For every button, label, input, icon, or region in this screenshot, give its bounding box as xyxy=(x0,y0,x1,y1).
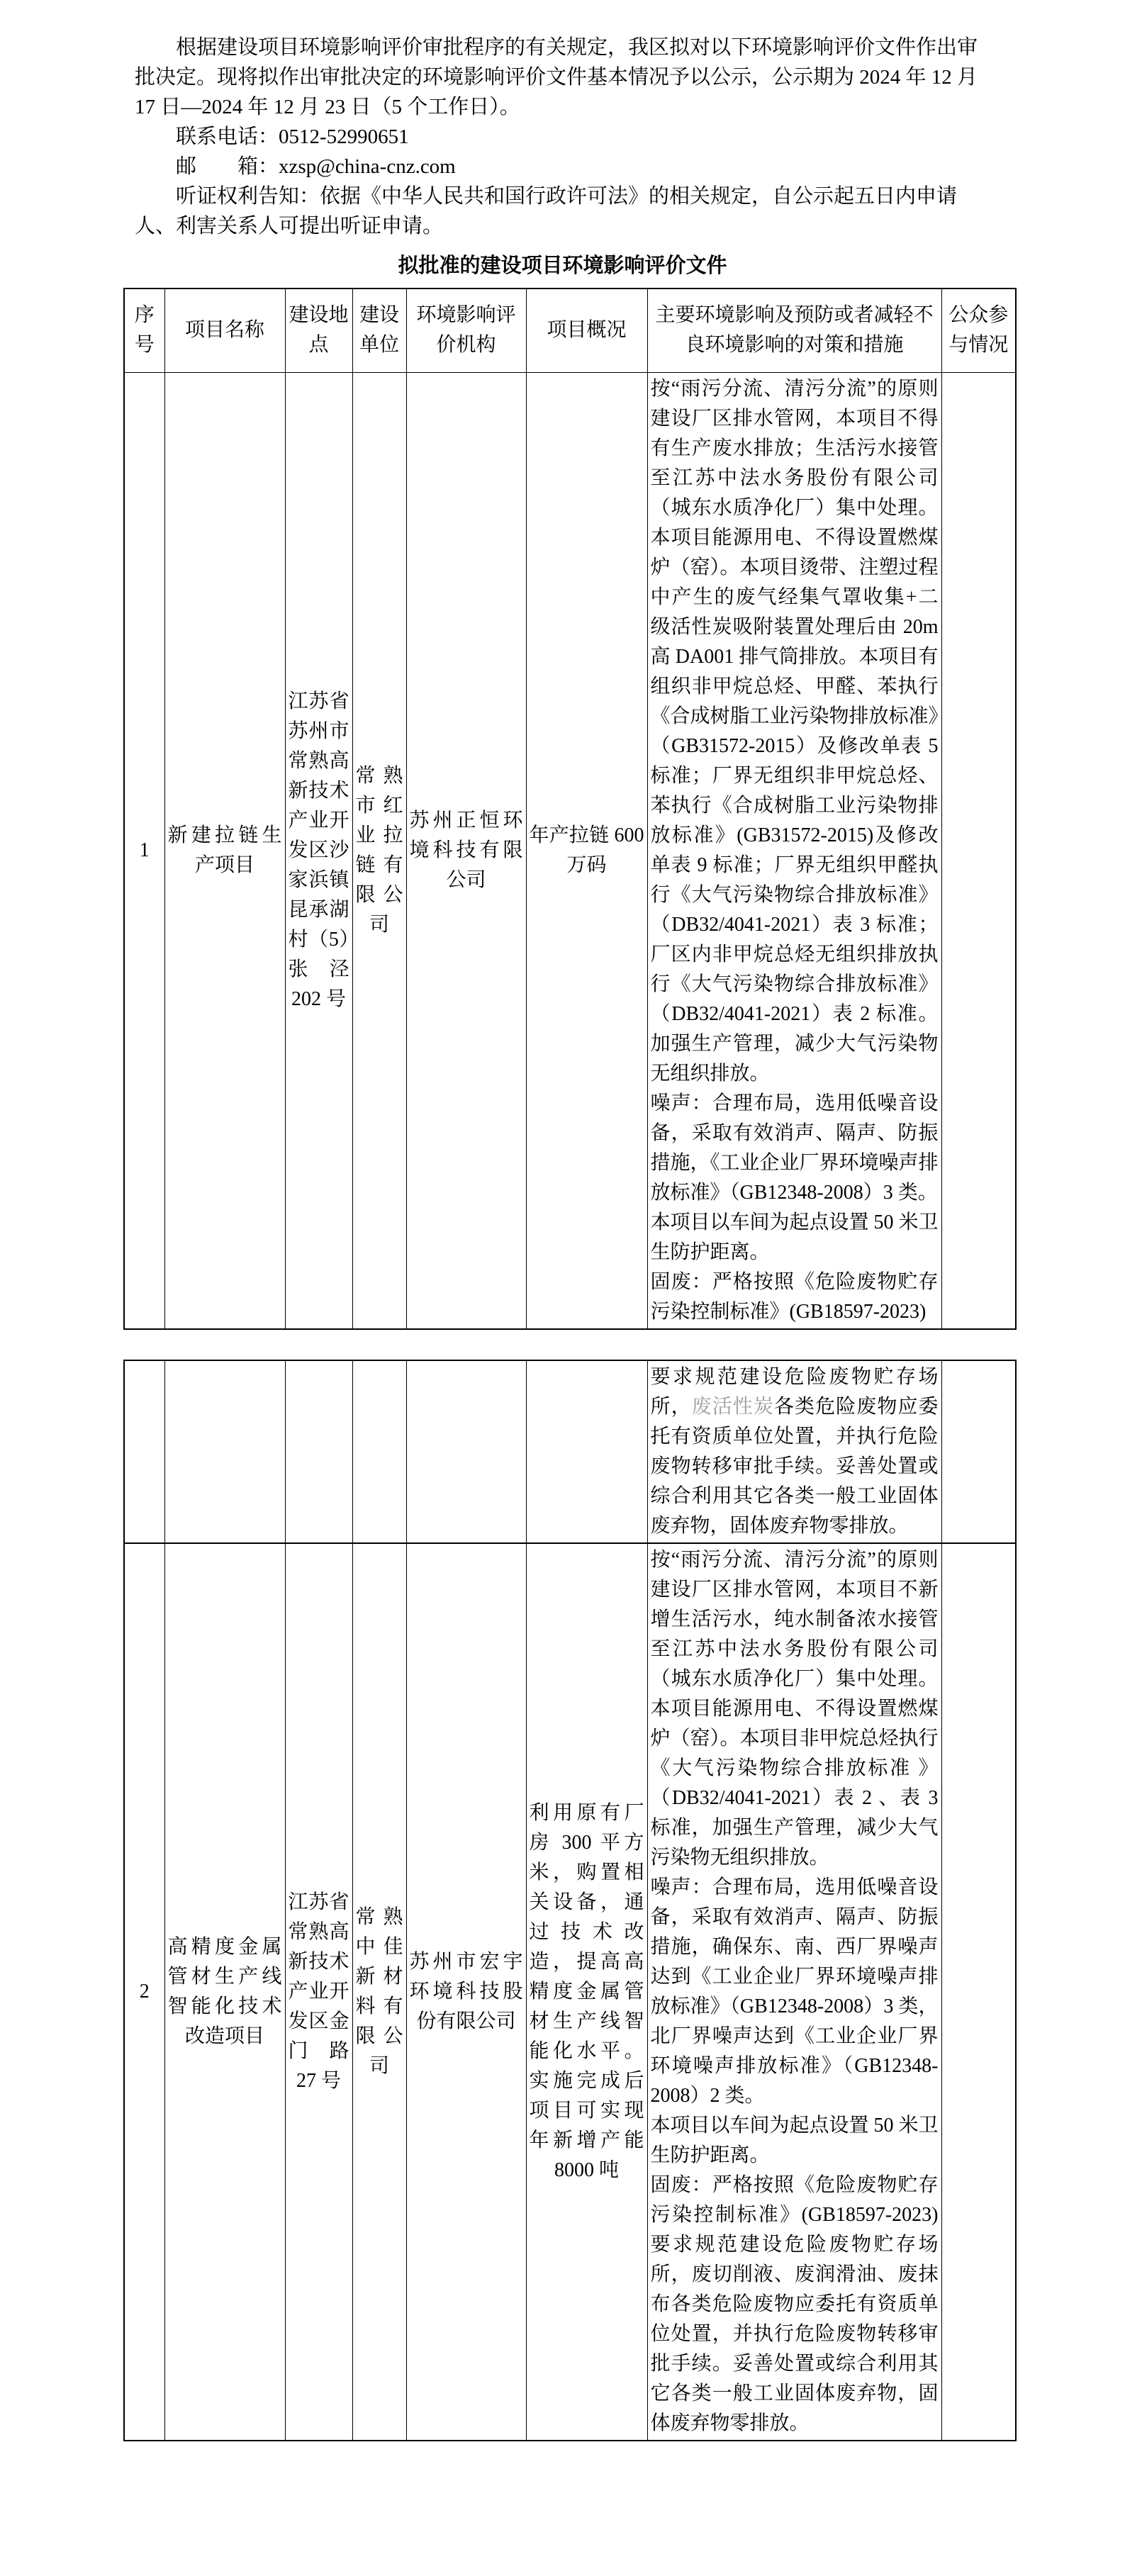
cell-measures xyxy=(647,372,941,1329)
table-header-row xyxy=(124,289,1016,372)
cell-measures-continued xyxy=(647,1360,941,1543)
cell-location: 江苏省常熟高新技术产业开发区金门路 27 号 xyxy=(285,1543,352,2441)
contact-email: 邮 箱：xzsp@china-cnz.com xyxy=(176,155,456,178)
table-title: 拟批准的建设项目环境影响评价文件 xyxy=(398,254,727,277)
cell-unit: 常熟市红业拉链有限公司 xyxy=(352,372,406,1329)
cell-public-participation-empty xyxy=(941,1360,1016,1543)
table-row-project-1 xyxy=(124,372,1016,1329)
col-header-measures: 主要环境影响及预防或者减轻不良环境影响的对策和措施 xyxy=(647,289,941,372)
table-row-project-1-continued xyxy=(124,1360,1016,1543)
measures-paragraph: 噪声：合理布局，选用低噪音设备，采取有效消声、隔声、防振措施，确保东、南、西厂界噪声达到《工业企业厂界环境噪声排放标准》（GB12348-2008）3 类，北厂界噪声达到《工业企业厂界环境噪声排放标准》（GB12348-2008）2 类。 xyxy=(650,1876,939,2107)
cell-unit: 常熟中佳新材料有限公司 xyxy=(352,1543,406,2441)
eia-table-part2 xyxy=(123,1360,1017,2441)
cell-location-empty xyxy=(285,1360,352,1543)
cell-project-name-empty xyxy=(164,1360,285,1543)
cell-unit-empty xyxy=(352,1360,406,1543)
measures-text: 要求规范建设危险废物贮存场所， xyxy=(650,1365,939,1418)
cell-no: 1 xyxy=(124,372,164,1329)
measures-paragraph: 本项目以车间为起点设置 50 米卫生防护距离。 xyxy=(650,2114,939,2166)
cell-project-name: 高精度金属管材生产线智能化技术改造项目 xyxy=(164,1543,285,2441)
measures-paragraph xyxy=(651,1362,939,1541)
col-header-no: 序号 xyxy=(124,289,164,372)
intro-section xyxy=(135,33,990,241)
measures-paragraph: 按“雨污分流、清污分流”的原则建设厂区排水管网，本项目不新增生活污水，纯水制备浓水接管至江苏中法水务股份有限公司（城东水质净化厂）集中处理。本项目能源用电、不得设置燃煤炉（窑）。本项目非甲烷总烃执行《大气污染物综合排放标准 》（DB32/4041-2021）表 2 、表 3 标准，加强生产管理，减少大气污染物无组织排放。 xyxy=(650,1548,939,1869)
cell-measures xyxy=(647,1543,941,2441)
hearing-rights-notice: 听证权利告知：依据《中华人民共和国行政许可法》的相关规定，自公示起五日内申请人、利害关系人可提出听证申请。 xyxy=(135,185,958,237)
col-header-public: 公众参与情况 xyxy=(941,289,1016,372)
cell-overview: 年产拉链 600 万码 xyxy=(526,372,647,1329)
measures-paragraph: 固废：严格按照《危险废物贮存污染控制标准》(GB18597-2023)要求规范建设危险废物贮存场所，废切削液、废润滑油、废抹布各类危险废物应委托有资质单位处置，并执行危险废物转移审批手续。妥善处置或综合利用其它各类一般工业固体废弃物，固体废弃物零排放。 xyxy=(650,2173,939,2434)
measures-paragraph: 本项目以车间为起点设置 50 米卫生防护距离。 xyxy=(650,1211,939,1263)
page-break-gap xyxy=(0,1330,1125,1360)
eia-table-part1 xyxy=(123,288,1017,1330)
measures-paragraph: 噪声：合理布局，选用低噪音设备，采取有效消声、隔声、防振措施，《工业企业厂界环境噪声排放标准》（GB12348-2008）3 类。 xyxy=(650,1092,939,1204)
cell-location: 江苏省苏州市常熟高新技术产业开发区沙家浜镇昆承湖村（5）张泾 202 号 xyxy=(285,372,352,1329)
col-header-project-name: 项目名称 xyxy=(164,289,285,372)
contact-phone: 联系电话：0512-52990651 xyxy=(176,125,409,148)
cell-agency: 苏州市宏宇环境科技股份有限公司 xyxy=(406,1543,526,2441)
col-header-agency: 环境影响评价机构 xyxy=(406,289,526,372)
cell-public-participation xyxy=(941,372,1016,1329)
cell-agency-empty xyxy=(406,1360,526,1543)
cell-overview-empty xyxy=(526,1360,647,1543)
cell-overview: 利用原有厂房 300 平方米，购置相关设备，通过技术改造，提高高精度金属管材生产线智能化水平。实施完成后项目可实现年新增产能 8000 吨 xyxy=(526,1543,647,2441)
cell-agency: 苏州正恒环境科技有限公司 xyxy=(406,372,526,1329)
measures-paragraph: 按“雨污分流、清污分流”的原则建设厂区排水管网，本项目不得有生产废水排放；生活污水接管至江苏中法水务股份有限公司（城东水质净化厂）集中处理。本项目能源用电、不得设置燃煤炉（窑）。本项目烫带、注塑过程中产生的废气经集气罩收集+二级活性炭吸附装置处理后由 20m 高 DA001 排气筒排放。本项目有组织非甲烷总烃、甲醛、苯执行《合成树脂工业污染物排放标准》（GB31572-2015）及修改单表 5 标准；厂界无组织非甲烷总烃、苯执行《合成树脂工业污染物排放标准》(GB31572-2015)及修改单表 9 标准；厂界无组织甲醛执行《大气污染物综合排放标准》（DB32/4041-2021）表 3 标准；厂区内非甲烷总烃无组织排放执行《大气污染物综合排放标准》（DB32/4041-2021）表 2 标准。加强生产管理，减少大气污染物无组织排放。 xyxy=(650,377,939,1085)
col-header-location: 建设地点 xyxy=(285,289,352,372)
measures-text: 各类危险废物应委托有资质单位处置，并执行危险废物转移审批手续。妥善处置或综合利用其它各类一般工业固体废弃物，固体废弃物零排放。 xyxy=(650,1395,939,1537)
measures-paragraph: 固废：严格按照《危险废物贮存污染控制标准》(GB18597-2023) xyxy=(650,1270,939,1323)
cell-project-name: 新建拉链生产项目 xyxy=(164,372,285,1329)
col-header-unit: 建设单位 xyxy=(352,289,406,372)
cell-no-empty xyxy=(124,1360,164,1543)
cell-no: 2 xyxy=(124,1543,164,2441)
table-row-project-2 xyxy=(124,1543,1016,2441)
measures-text-grayed: 废活性炭 xyxy=(691,1395,774,1418)
col-header-overview: 项目概况 xyxy=(526,289,647,372)
intro-paragraph: 根据建设项目环境影响评价审批程序的有关规定，我区拟对以下环境影响评价文件作出审批决定。现将拟作出审批决定的环境影响评价文件基本情况予以公示，公示期为 2024 年 12 月 17 日—2024 年 12 月 23 日（5 个工作日）。 xyxy=(135,36,978,118)
cell-public-participation xyxy=(941,1543,1016,2441)
